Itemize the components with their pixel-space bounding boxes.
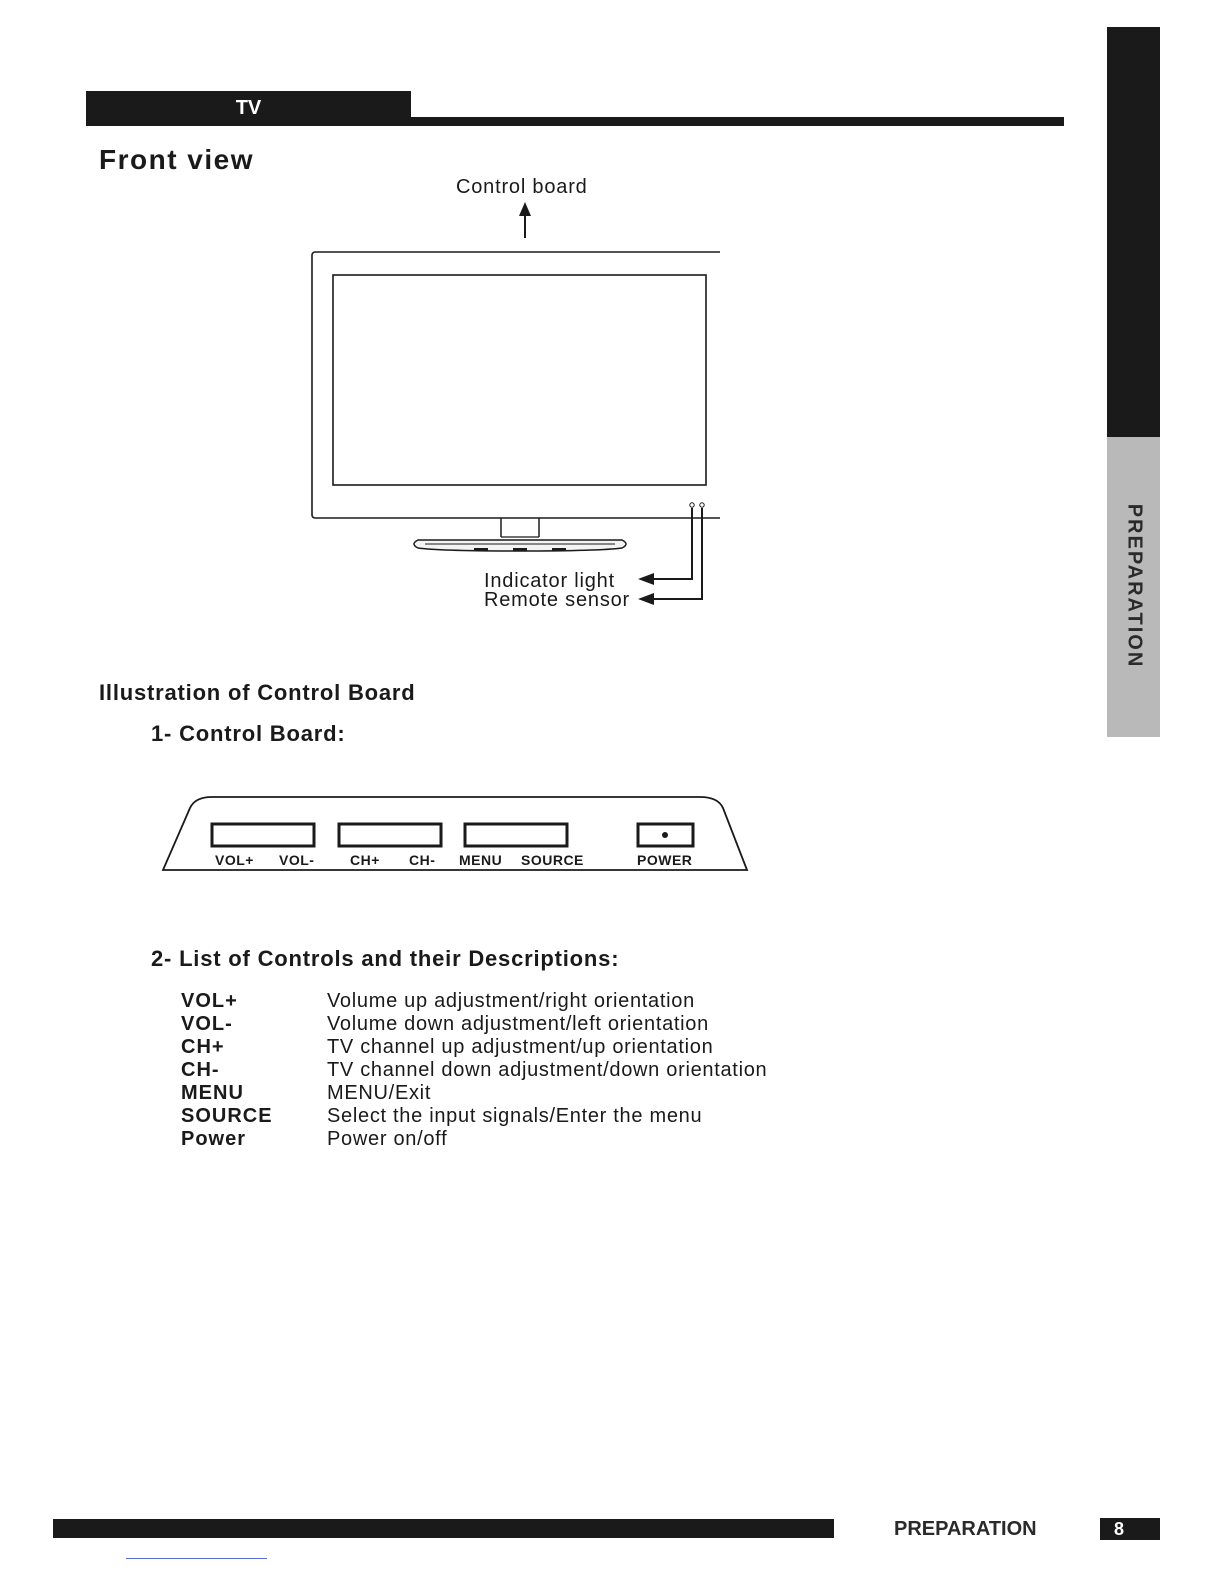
list-item: [181, 1082, 767, 1105]
controls-list: [181, 990, 767, 1151]
tv-screen: [333, 275, 706, 485]
header-tab: TV: [86, 91, 411, 126]
control-key: CH-: [181, 1059, 220, 1081]
control-description: Power on/off: [327, 1128, 448, 1150]
control-description: TV channel down adjustment/down orientation: [327, 1059, 768, 1081]
list-item: [181, 1059, 767, 1082]
indicator-light-arrowhead: [638, 573, 654, 585]
control-key: VOL-: [181, 1013, 233, 1035]
list-item: [181, 990, 767, 1013]
indicator-light-dot: [690, 503, 694, 507]
ch-plus-label: CH+: [350, 852, 380, 868]
remote-sensor-dot: [700, 503, 704, 507]
control-description: TV channel up adjustment/up orientation: [327, 1036, 714, 1058]
remote-sensor-label: Remote sensor: [484, 589, 631, 611]
list-item: [181, 1105, 767, 1128]
footer-underline: [126, 1558, 267, 1559]
page-number: 8: [1100, 1518, 1160, 1540]
front-view-title: Front view: [99, 144, 255, 175]
control-key: SOURCE: [181, 1105, 273, 1127]
remote-sensor-leader: [652, 508, 702, 599]
control-board-arrowhead: [519, 202, 531, 216]
ch-rocker-button: [339, 824, 441, 846]
power-label: POWER: [637, 852, 693, 868]
vol-minus-label: VOL-: [279, 852, 315, 868]
control-key: CH+: [181, 1036, 225, 1058]
tv-front-illustration: [300, 195, 720, 615]
control-board-subtitle: 1- Control Board:: [151, 721, 346, 746]
control-description: Select the input signals/Enter the menu: [327, 1105, 703, 1127]
footer-bar: [53, 1519, 834, 1538]
list-item: [181, 1013, 767, 1036]
side-tab-label: PREPARATION: [1123, 503, 1146, 669]
footer-section-label: PREPARATION: [894, 1518, 1037, 1540]
remote-sensor-arrowhead: [638, 593, 654, 605]
power-button-dot: [662, 832, 668, 838]
control-key: VOL+: [181, 990, 238, 1012]
control-description: Volume up adjustment/right orientation: [327, 990, 695, 1012]
control-key: MENU: [181, 1082, 244, 1104]
side-tab-dark: [1107, 27, 1160, 437]
tv-bezel: [312, 252, 720, 518]
menu-source-rocker-button: [465, 824, 567, 846]
control-key: Power: [181, 1128, 247, 1150]
list-item: [181, 1036, 767, 1059]
source-label: SOURCE: [521, 852, 584, 868]
menu-label: MENU: [459, 852, 503, 868]
control-description: Volume down adjustment/left orientation: [327, 1013, 709, 1035]
vol-rocker-button: [212, 824, 314, 846]
controls-list-title: 2- List of Controls and their Descriptions:: [151, 946, 620, 971]
list-item: [181, 1128, 767, 1151]
illustration-title: Illustration of Control Board: [99, 680, 416, 705]
ch-minus-label: CH-: [409, 852, 436, 868]
control-description: MENU/Exit: [327, 1082, 432, 1104]
indicator-light-label: Indicator light: [484, 570, 615, 592]
vol-plus-label: VOL+: [215, 852, 254, 868]
control-board-label: Control board: [456, 176, 588, 198]
